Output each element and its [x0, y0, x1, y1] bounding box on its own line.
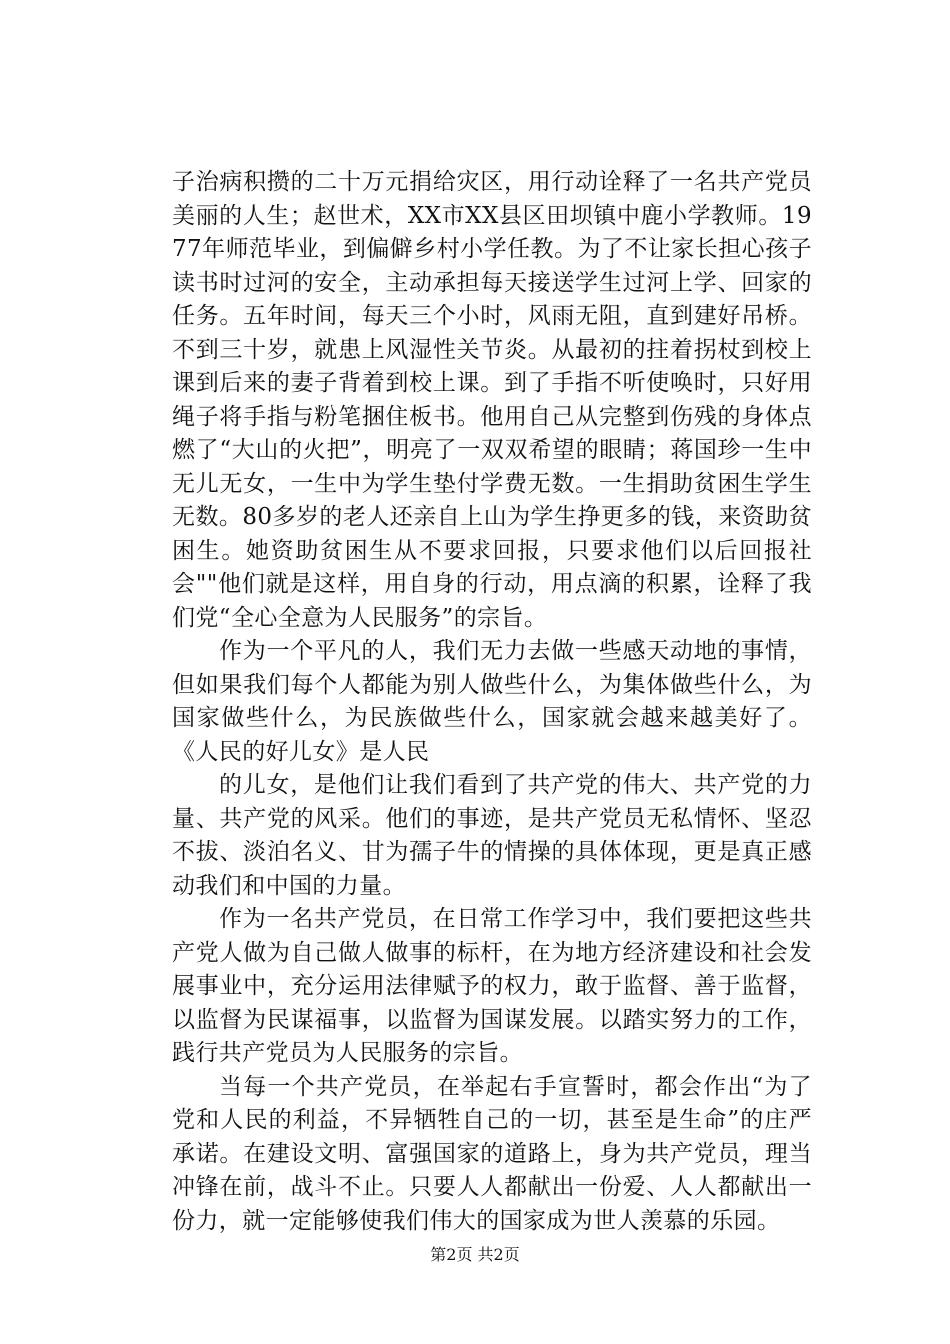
page-footer: 第2页 共2页	[430, 1245, 520, 1264]
paragraph-continuation: 子治病积攒的二十万元捐给灾区，用行动诠释了一名共产党员美丽的人生；赵世术，XX市XX县区田坝镇中鹿小学教师。1977年师范毕业，到偏僻乡村小学任教。为了不让家长担心孩子读书时过河的安全，主动承担每天接送学生过河上学、回家的任务。五年时间，每天三个小时，风雨无阻，直到建好吊桥。不到三十岁，就患上风湿性关节炎。从最初的拄着拐杖到校上课到后来的妻子背着到校上课。到了手指不听使唤时，只好用绳子将手指与粉笔捆住板书。他用自己从完整到伤残的身体点燃了“大山的火把”，明亮了一双双希望的眼睛；蒋国珍一生中无儿无女，一生中为学生垫付学费无数。一生捐助贫困生学生无数。80多岁的老人还亲自上山为学生挣更多的钱，来资助贫困生。她资助贫困生从不要求回报，只要求他们以后回报社会""他们就是这样，用自身的行动，用点滴的积累，诠释了我们党“全心全意为人民服务”的宗旨。	[172, 169, 812, 631]
paragraph-party-member-role: 作为一名共产党员，在日常工作学习中，我们要把这些共产党人做为自己做人做事的标杆，在为地方经济建设和社会发展事业中，充分运用法律赋予的权力，敢于监督、善于监督，以监督为民谋福事，以监督为国谋发展。以踏实努力的工作，践行共产党员为人民服务的宗旨。	[172, 906, 812, 1066]
paragraph-ordinary-people: 作为一个平凡的人，我们无力去做一些感天动地的事情，但如果我们每个人都能为别人做些什么，为集体做些什么，为国家做些什么，为民族做些什么，国家就会越来越美好了。《人民的好儿女》是人民	[172, 638, 812, 765]
paragraph-children-of-people: 的儿女，是他们让我们看到了共产党的伟大、共产党的力量、共产党的风采。他们的事迹，是共产党员无私情怀、坚忍不拔、淡泊名义、甘为孺子牛的情操的具体体现，更是真正感动我们和中国的力量。	[172, 772, 812, 899]
document-body	[172, 166, 812, 1238]
paragraph-oath: 当每一个共产党员，在举起右手宣誓时，都会作出“为了党和人民的利益，不异牺牲自己的一切，甚至是生命”的庄严承诺。在建设文明、富强国家的道路上，身为共产党员，理当冲锋在前，战斗不止。只要人人都献出一份爱、人人都献出一份力，就一定能够使我们伟大的国家成为世人羡慕的乐园。	[172, 1073, 812, 1234]
